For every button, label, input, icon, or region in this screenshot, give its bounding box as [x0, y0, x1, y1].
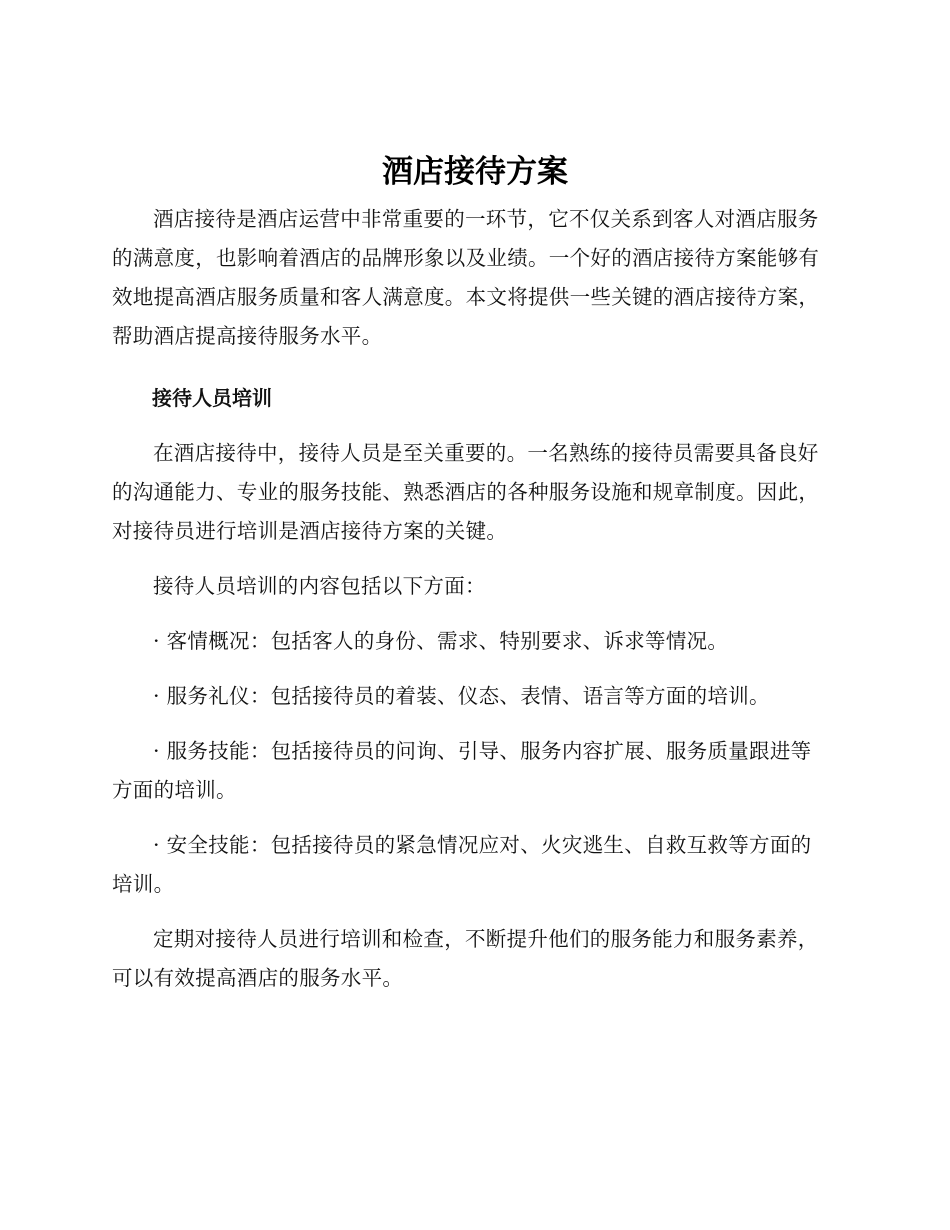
section-heading: 接待人员培训 [152, 386, 272, 410]
list-intro-paragraph: 接待人员培训的内容包括以下方面： [153, 574, 486, 598]
list-item-safety-skills: · 安全技能：包括接待员的紧急情况应对、火灾逃生、自救互救等方面的培训。 [112, 833, 812, 896]
document-title: 酒店接待方案 [382, 154, 568, 190]
list-item-service-skills: · 服务技能：包括接待员的问询、引导、服务内容扩展、服务质量跟进等方面的培训。 [112, 739, 812, 802]
list-item-etiquette: · 服务礼仪：包括接待员的着装、仪态、表情、语言等方面的培训。 [153, 684, 770, 708]
list-item-guest-info: · 客情概况：包括客人的身份、需求、特别要求、诉求等情况。 [153, 629, 729, 653]
intro-paragraph: 酒店接待是酒店运营中非常重要的一环节，它不仅关系到客人对酒店服务的满意度，也影响着酒店的品牌形象以及业绩。一个好的酒店接待方案能够有效地提高酒店服务质量和客人满意度。本文将提供一些关键的酒店接待方案，帮助酒店提高接待服务水平。 [112, 207, 820, 348]
section-paragraph: 在酒店接待中，接待人员是至关重要的。一名熟练的接待员需要具备良好的沟通能力、专业的服务技能、熟悉酒店的各种服务设施和规章制度。因此，对接待员进行培训是酒店接待方案的关键。 [112, 441, 820, 543]
document-body [112, 200, 832, 998]
closing-paragraph: 定期对接待人员进行培训和检查，不断提升他们的服务能力和服务素养，可以有效提高酒店的服务水平。 [112, 927, 819, 990]
